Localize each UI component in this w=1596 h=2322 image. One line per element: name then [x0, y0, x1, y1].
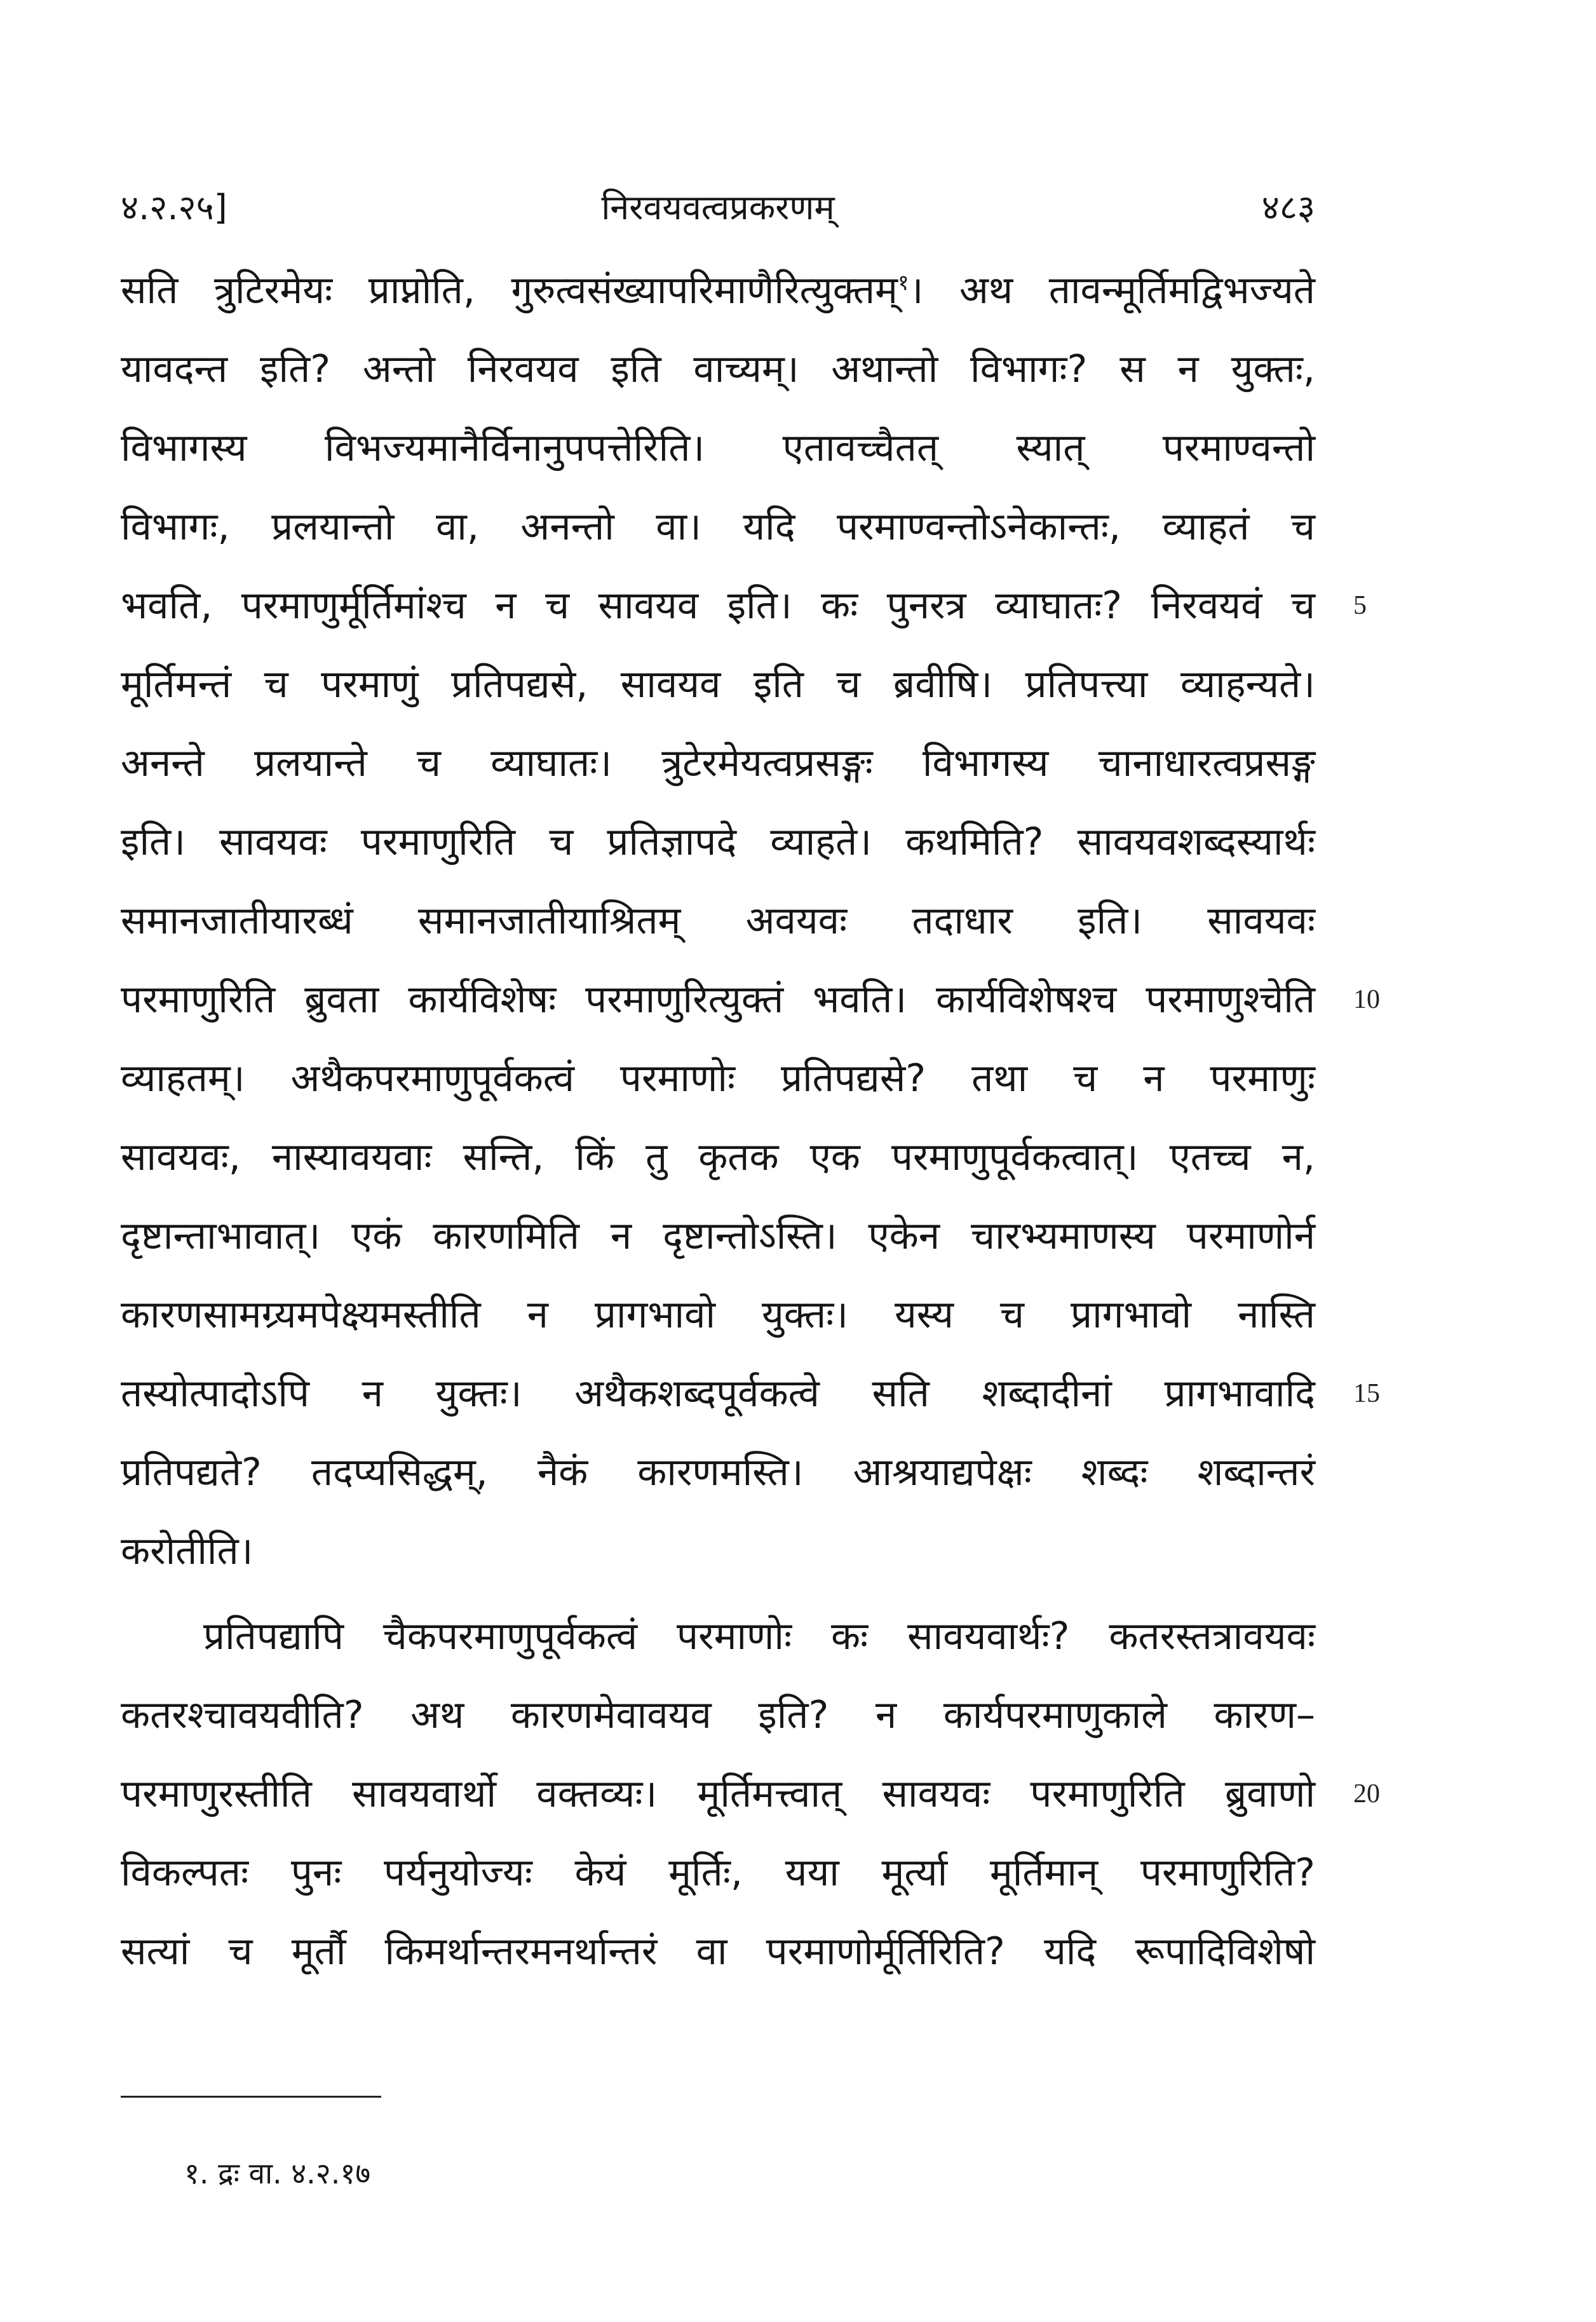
text-line: दृष्टान्ताभावात्। एकं कारणमिति न दृष्टान्तोऽस्ति। एकेन चारभ्यमाणस्य परमाणोर्न [121, 1214, 1315, 1258]
text-line: तस्योत्पादोऽपि न युक्तः। अथैकशब्दपूर्वकत्वे सति शब्दादीनां प्रागभावादि [121, 1371, 1315, 1416]
text-line: परमाणुरस्तीति सावयवार्थो वक्तव्यः। मूर्तिमत्त्वात् सावयवः परमाणुरिति ब्रुवाणो [121, 1772, 1315, 1816]
text-line: सति त्रुटिरमेयः प्राप्नोति, गुरुत्वसंख्यापरिमाणैरित्युक्तम्$^१$। अथ तावन्मूर्तिमद्विभज्यते [121, 268, 1315, 313]
text-line: विकल्पतः पुनः पर्यनुयोज्यः केयं मूर्तिः, यया मूर्त्या मूर्तिमान् परमाणुरिति? [121, 1850, 1315, 1895]
text-line: प्रतिपद्यते? तदप्यसिद्धम्, नैकं कारणमस्ति। आश्रयाद्यपेक्षः शब्दः शब्दान्तरं [121, 1450, 1315, 1495]
text-line: करोतीति। [121, 1529, 254, 1573]
footnote-marker: १ [897, 270, 909, 295]
footnote-divider [121, 2096, 381, 2098]
text-line: व्याहतम्। अथैकपरमाणुपूर्वकत्वं परमाणोः प्रतिपद्यसे? तथा च न परमाणुः [121, 1056, 1315, 1101]
running-header [121, 179, 1315, 236]
text-line: विभागस्य विभज्यमानैर्विनानुपपत्तेरिति। एतावच्चैतत् स्यात् परमाण्वन्तो [121, 426, 1315, 470]
text-line: सावयवः, नास्यावयवाः सन्ति, किं तु कृतक एक परमाणुपूर्वकत्वात्। एतच्च न, [121, 1135, 1315, 1179]
line-number: 5 [1353, 591, 1367, 620]
footnote: १. द्रः वा. ४.२.१७ [184, 2156, 371, 2190]
line-number: 10 [1353, 985, 1380, 1014]
text-line: कारणसामग्र्यमपेक्ष्यमस्तीति न प्रागभावो युक्तः। यस्य च प्रागभावो नास्ति [121, 1293, 1315, 1337]
text-line: परमाणुरिति ब्रुवता कार्यविशेषः परमाणुरित्युक्तं भवति। कार्यविशेषश्च परमाणुश्चेति [121, 977, 1315, 1022]
text-line: प्रतिपद्यापि चैकपरमाणुपूर्वकत्वं परमाणोः कः सावयवार्थः? कतरस्तत्रावयवः [203, 1614, 1315, 1659]
text-line: समानजातीयारब्धं समानजातीयाश्रितम् अवयवः तदाधार इति। सावयवः [121, 899, 1315, 943]
text-line: विभागः, प्रलयान्तो वा, अनन्तो वा। यदि परमाण्वन्तोऽनेकान्तः, व्याहतं च [121, 505, 1315, 549]
line-number: 15 [1353, 1379, 1380, 1408]
text-line: सत्यां च मूर्तौ किमर्थान्तरमनर्थान्तरं वा परमाणोर्मूर्तिरिति? यदि रूपादिविशेषो [121, 1929, 1315, 1974]
section-reference: ४.२.२५] [121, 187, 227, 227]
text-line: भवति, परमाणुर्मूर्तिमांश्च न च सावयव इति। कः पुनरत्र व्याघातः? निरवयवं च [121, 583, 1315, 628]
page-number: ४८३ [1261, 187, 1315, 227]
text-line: इति। सावयवः परमाणुरिति च प्रतिज्ञापदे व्याहते। कथमिति? सावयवशब्दस्यार्थः [121, 820, 1315, 864]
page-title: निरवयवत्वप्रकरणम् [601, 187, 835, 227]
main-text [121, 251, 1315, 1991]
text-line: मूर्तिमन्तं च परमाणुं प्रतिपद्यसे, सावयव इति च ब्रवीषि। प्रतिपत्त्या व्याहन्यते। [121, 662, 1315, 707]
text-line: कतरश्चावयवीति? अथ कारणमेवावयव इति? न कार्यपरमाणुकाले कारण– [121, 1693, 1315, 1737]
text-line: यावदन्त इति? अन्तो निरवयव इति वाच्यम्। अथान्तो विभागः? स न युक्तः, [121, 347, 1315, 391]
text-line: अनन्ते प्रलयान्ते च व्याघातः। त्रुटेरमेयत्वप्रसङ्गः विभागस्य चानाधारत्वप्रसङ्ग [121, 741, 1315, 785]
line-number: 20 [1353, 1779, 1380, 1809]
